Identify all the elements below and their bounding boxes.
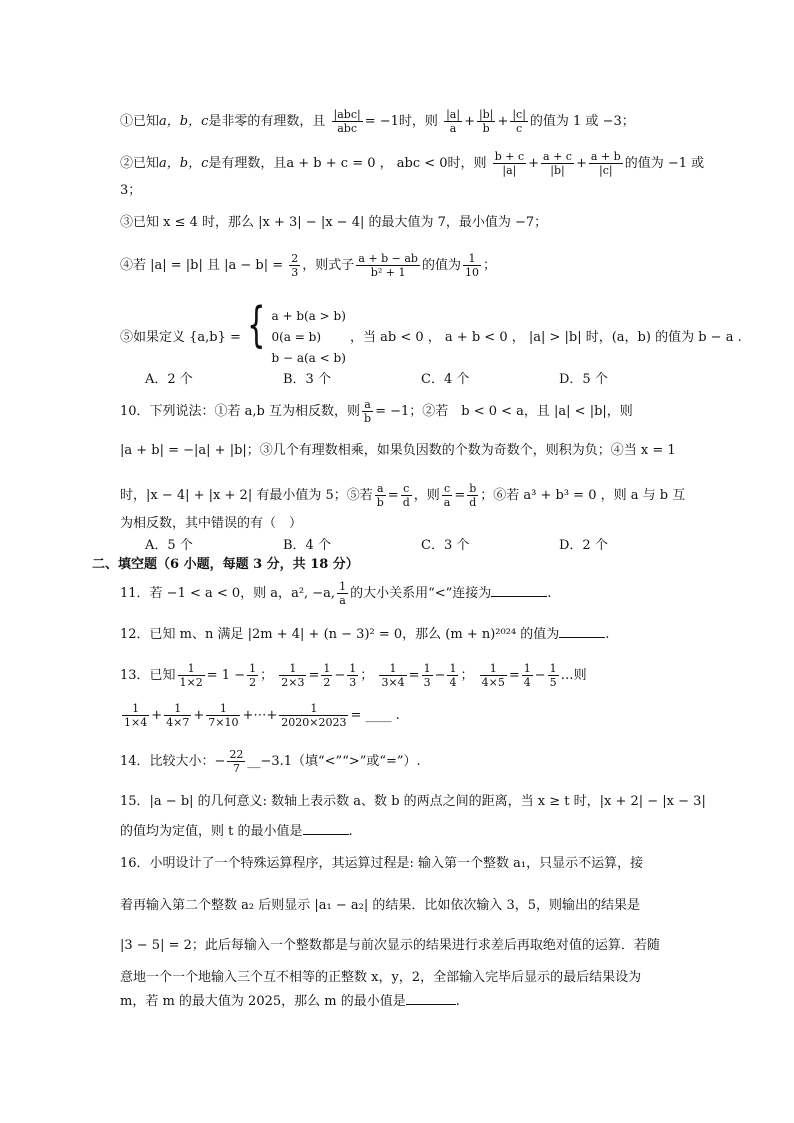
- statement-4: ④若 |a| = |b| 且 |a − b| = $\frac{2}{3}$ ，则式子 $\frac{a + b - ab}{\text{b² + 1}}$ 的值为 $\frac{1}{10}$ ；: [120, 252, 496, 279]
- fraction: $\frac{1}{a}$: [339, 580, 347, 607]
- fraction: $\frac{b + c}{|a|}$: [494, 150, 525, 177]
- piecewise-cases: a + b(a > b) 0(a = b) b − a(a < b): [271, 309, 346, 365]
- fraction: $\frac{1}{4}$: [523, 662, 531, 689]
- option-b: B．4 个: [283, 538, 331, 553]
- statement-1: ①已知a，b，c是非零的有理数，且 $\frac{\text{|abc|}}{\text{abc}}$ = −1时，则 $\frac{|a|}{a}$ + $\frac{|b|}{b}$ + $\frac{|c|}{c}$ 的值为 1 或 −3；: [120, 108, 635, 135]
- fraction: $\frac{1}{5}$: [549, 662, 557, 689]
- q10-line-1: 10．下列说法：①若 a,b 互为相反数，则 $\frac{a}{b}$ = −1；②若 b < 0 < a，且 |a| < |b|，则: [120, 398, 633, 425]
- answer-blank[interactable]: [406, 992, 456, 1005]
- fraction: $\frac{1}{4\times 7}$: [166, 702, 190, 729]
- fraction: $\frac{|c|}{c}$: [512, 108, 526, 135]
- fraction: $\frac{22}{7}$: [229, 748, 244, 775]
- fraction: $\frac{a + c}{|b|}$: [543, 150, 572, 177]
- fraction: $\frac{1}{1\times 2}$: [179, 662, 203, 689]
- fraction: $\frac{a + b}{|c|}$: [590, 150, 621, 177]
- statement-2: ②已知a，b，c是有理数，且a + b + c = 0 ， abc < 0时，则 $\frac{b + c}{|a|}$ + $\frac{a + c}{|b|}$ + $\frac{a + b}{|c|}$ 的值为 −1 或: [120, 150, 705, 177]
- fraction: $\frac{c}{a}$: [443, 482, 451, 509]
- fraction: $\frac{a + b - ab}{\text{b² + 1}}$: [358, 252, 418, 279]
- option-a: A．5 个: [145, 538, 193, 553]
- q16-line-1: 16．小明设计了一个特殊运算程序，其运算过程是: 输入第一个整数 a₁，只显示不运算，接: [120, 856, 644, 871]
- q15-line-1: 15．|a − b| 的几何意义: 数轴上表示数 a、数 b 的两点之间的距离，当 x ≥ t 时，|x + 2| − |x − 3|: [120, 794, 706, 809]
- statement-5: ⑤如果定义 {a,b} = { a + b(a > b) 0(a = b) b − a(a < b) ，当 ab < 0 ， a + b < 0 ， |a| > |b| 时，(a，b) 的值为 b − a .: [120, 295, 742, 369]
- fraction: $\frac{a}{b}$: [364, 398, 372, 425]
- fraction: $\frac{\text{|abc|}}{\text{abc}}$: [333, 108, 361, 135]
- option-d: D．5 个: [559, 372, 608, 387]
- answer-blank[interactable]: [303, 822, 349, 835]
- fraction: $\frac{1}{2}$: [323, 662, 331, 689]
- fraction: $\frac{1}{7\times 10}$: [208, 702, 239, 729]
- fraction: $\frac{a}{b}$: [376, 482, 384, 509]
- fraction: $\frac{1}{3\times 4}$: [381, 662, 405, 689]
- q10-options: [145, 534, 745, 553]
- q16-line-5: m，若 m 的最大值为 2025，那么 m 的最小值是 .: [120, 994, 460, 1009]
- fraction: $\frac{1}{4}$: [449, 662, 457, 689]
- section-heading: 二、填空题（6 小题，每题 3 分，共 18 分）: [92, 557, 359, 572]
- fraction: $\frac{1}{2\times 3}$: [281, 662, 305, 689]
- fraction: $\frac{1}{1\times 4}$: [124, 702, 148, 729]
- fraction: $\frac{1}{2}$: [249, 662, 257, 689]
- fraction: $\frac{1}{3}$: [349, 662, 357, 689]
- fraction: $\frac{2}{3}$: [291, 252, 299, 279]
- fraction: $\frac{c}{d}$: [402, 482, 410, 509]
- option-c: C．4 个: [421, 372, 470, 387]
- q10-line-4: 为相反数，其中错误的有（ ）: [120, 516, 303, 531]
- q15-line-2: 的值均为定值，则 t 的最小值是 .: [120, 824, 353, 839]
- answer-blank[interactable]: [559, 625, 605, 638]
- q12: 12．已知 m、n 满足 |2m + 4| + (n − 3)² = 0，那么 (m + n)²⁰²⁴ 的值为 .: [120, 627, 610, 642]
- fraction: $\frac{|a|}{a}$: [446, 108, 461, 135]
- q9-options: [145, 368, 745, 387]
- q11: 11．若 −1 < a < 0，则 a，a², −a, $\frac{1}{a}$ 的大小关系用“<”连接为 .: [120, 580, 552, 607]
- brace-icon: {: [247, 297, 266, 353]
- option-c: C．3 个: [421, 538, 470, 553]
- statement-2-wrap: 3；: [120, 183, 142, 198]
- q14: 14．比较大小：− $\frac{22}{7}$ __−3.1（填“<”“>”或“=”）.: [120, 748, 421, 775]
- fraction: $\frac{1}{10}$: [464, 252, 479, 279]
- answer-blank[interactable]: [491, 584, 547, 597]
- fraction: $\frac{1}{2020\times 2023}$: [281, 702, 347, 729]
- q13-line-2: $\frac{1}{1\times 4}$ + $\frac{1}{4\times 7}$ + $\frac{1}{7\times 10}$ +⋯+ $\frac{1}{2020\times 2023}$ = ____ .: [124, 702, 400, 729]
- q10-line-2: |a + b| = −|a| + |b|；③几个有理数相乘，如果负因数的个数为奇数个，则积为负；④当 x = 1: [120, 443, 676, 458]
- statement-3: ③已知 x ≤ 4 时，那么 |x + 3| − |x − 4| 的最大值为 7，最小值为 −7；: [120, 215, 548, 230]
- option-d: D．2 个: [559, 538, 608, 553]
- fraction: $\frac{1}{4\times 5}$: [481, 662, 505, 689]
- fraction: $\frac{b}{d}$: [469, 482, 477, 509]
- option-a: A．2 个: [145, 372, 193, 387]
- fraction: $\frac{1}{3}$: [423, 662, 431, 689]
- q13-line-1: 13．已知 $\frac{1}{1\times 2}$ = 1 − $\frac{1}{2}$ ； $\frac{1}{2\times 3}$ = $\frac{1}{2}$ − $\frac{1}{3}$ ； $\frac{1}{3\times 4}$ = $\frac{1}{3}$ − $\frac{1}{4}$ ； $\frac{1}{4\times 5}$ = $\frac{1}{4}$ − $\frac{1}{5}$ …则: [120, 662, 587, 689]
- q16-line-4: 意地一个一个地输入三个互不相等的正整数 x，y，2，全部输入完毕后显示的最后结果设为: [120, 970, 642, 985]
- q16-line-3: |3 − 5| = 2；此后每输入一个整数都是与前次显示的结果进行求差后再取绝对值的运算．若随: [120, 938, 660, 953]
- option-b: B．3 个: [283, 372, 331, 387]
- fraction: $\frac{|b|}{b}$: [478, 108, 494, 135]
- q10-line-3: 时，|x − 4| + |x + 2| 有最小值为 5；⑤若 $\frac{a}{b}$ = $\frac{c}{d}$ ，则 $\frac{c}{a}$ = $\frac{b}{d}$ ；⑥若 a³ + b³ = 0 ，则 a 与 b 互: [120, 482, 686, 509]
- q16-line-2: 着再输入第二个整数 a₂ 后则显示 |a₁ − a₂| 的结果．比如依次输入 3，5，则输出的结果是: [120, 898, 641, 913]
